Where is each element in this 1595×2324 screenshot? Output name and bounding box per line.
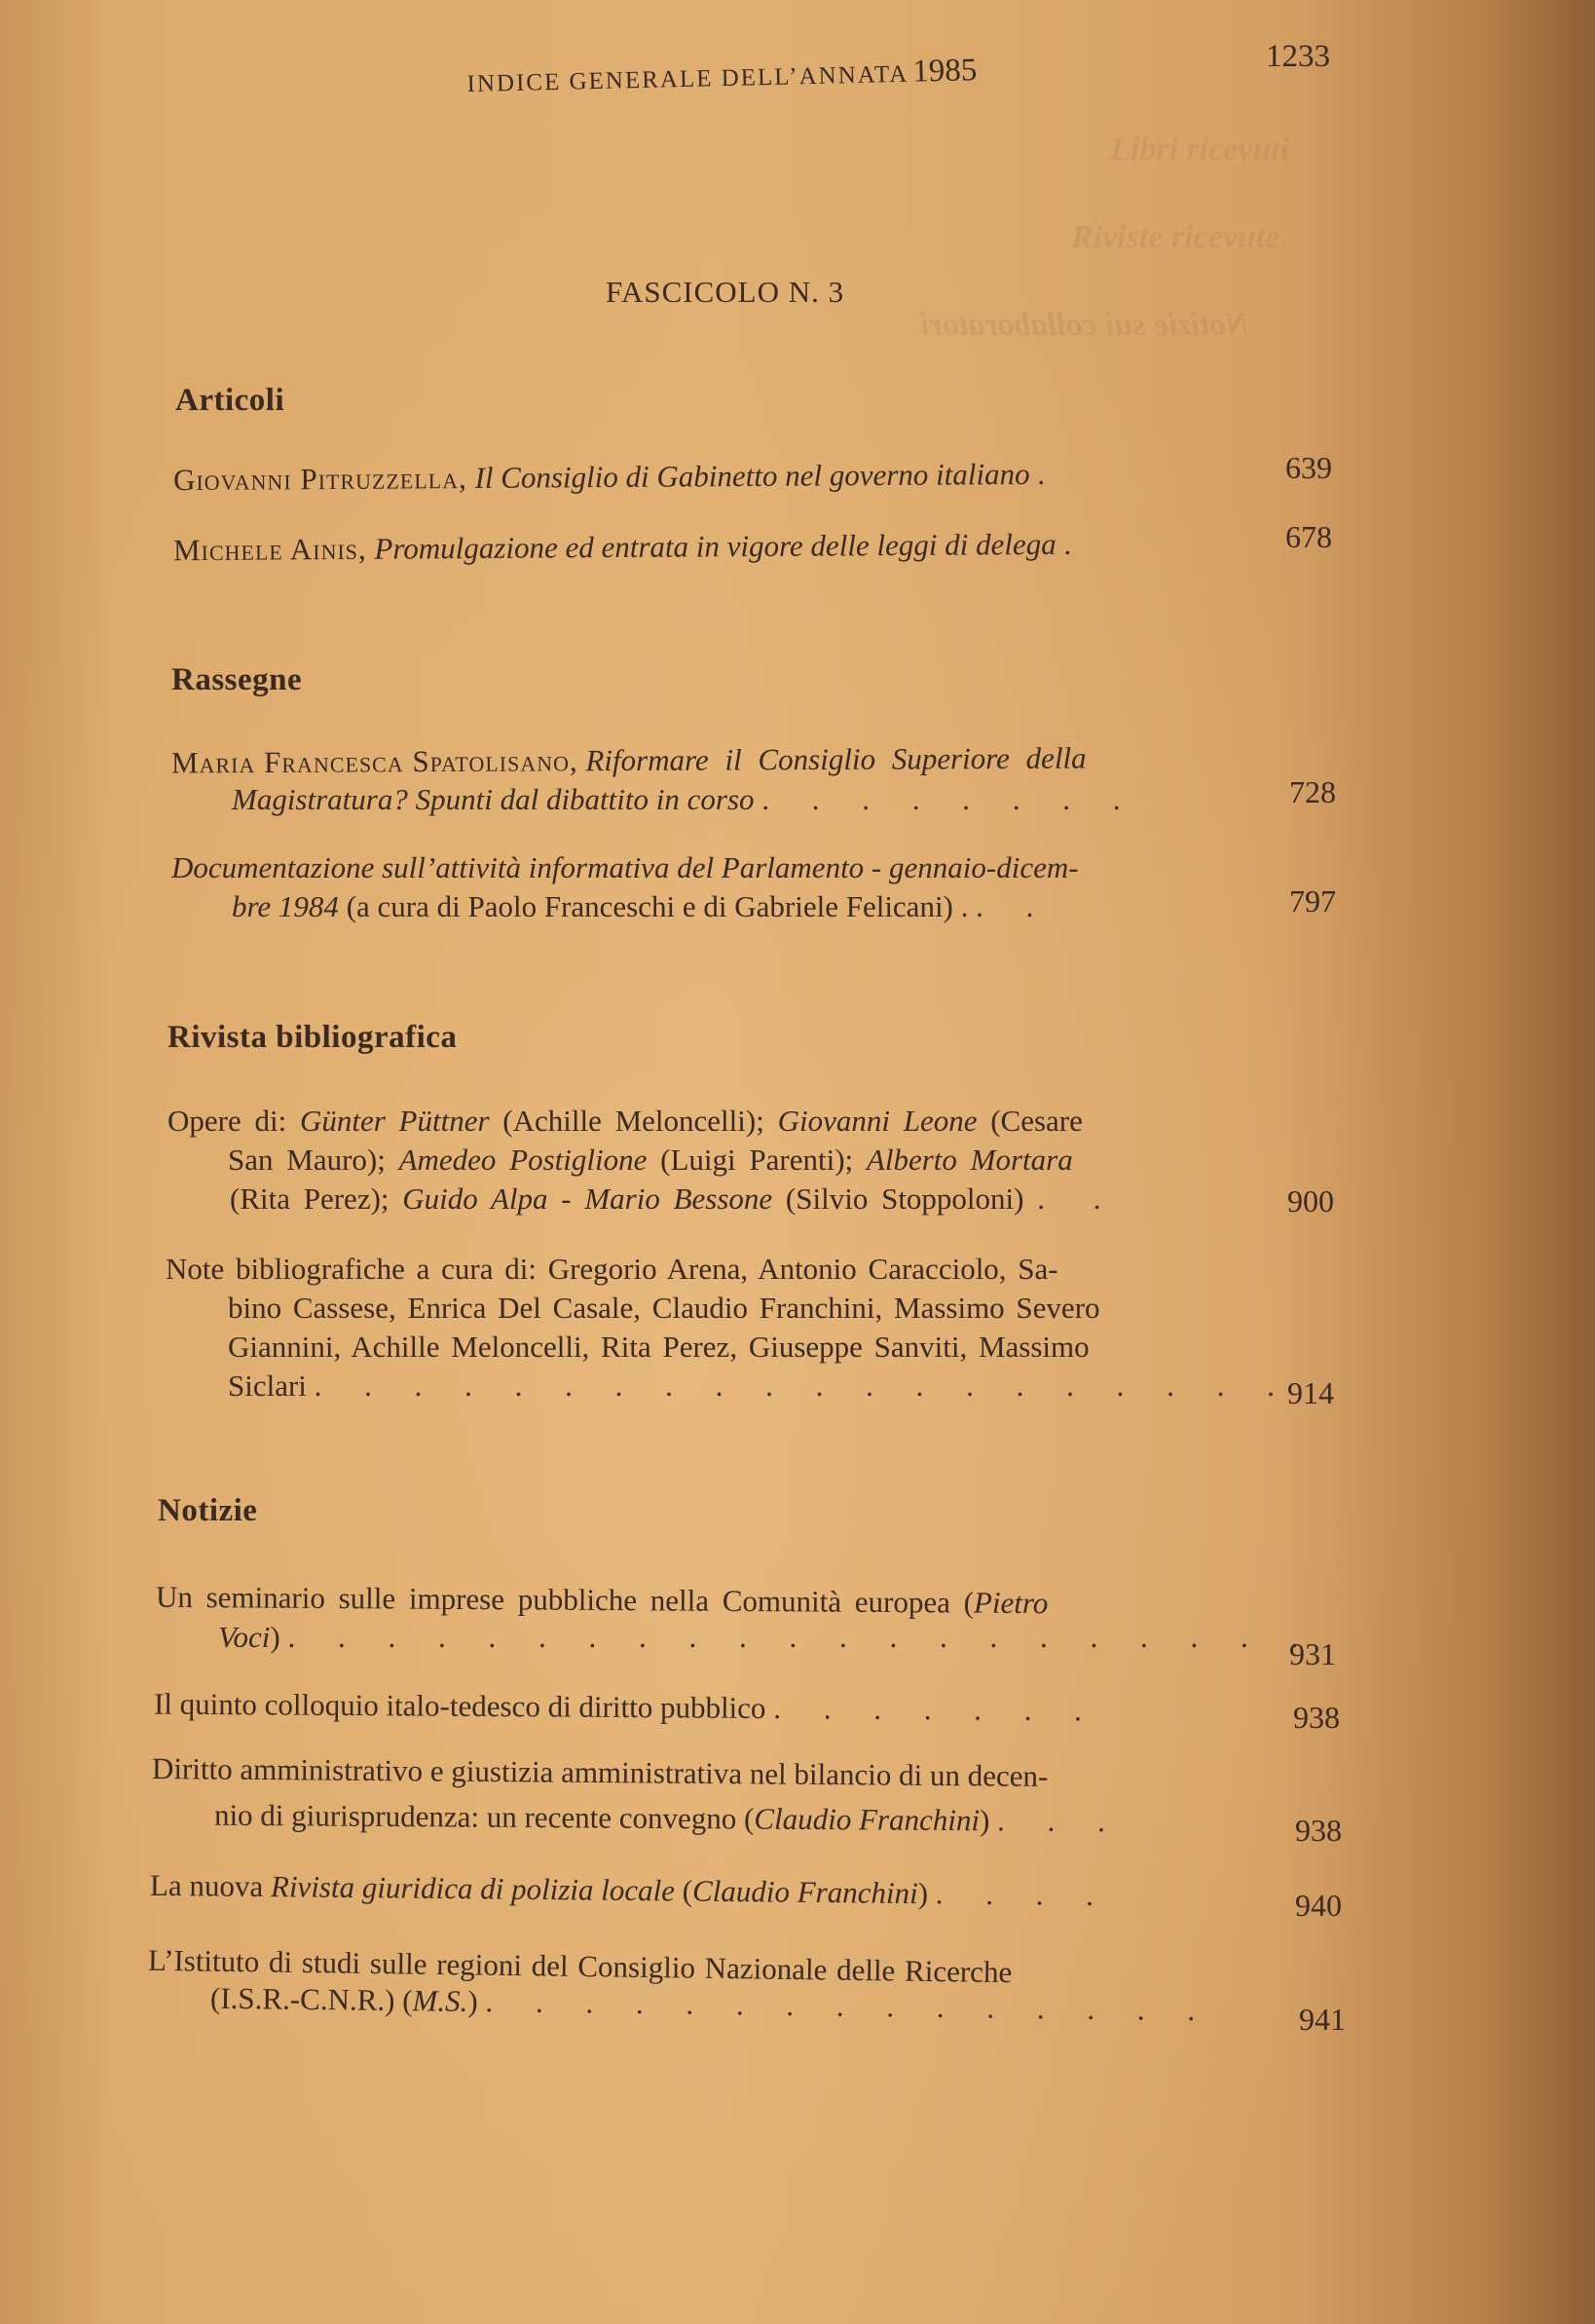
running-header-title: INDICE GENERALE DELL’ANNATA [466,60,909,98]
toc-entry-line [230,1181,1118,1217]
section-heading-rassegne: Rassegne [171,662,303,697]
toc-entry-line [218,1620,1316,1655]
entry-reviewer: (Achille Meloncelli); [502,1104,764,1138]
entry-title: Promulgazione ed entrata in vigore delle leggi di delega [374,526,1057,566]
entry-author: Günter Püttner [299,1104,490,1138]
show-through-line-3: Notizie sui collaboratori [920,307,1250,343]
leader-dots: . [1063,526,1072,561]
entry-page: 938 [1295,1813,1342,1848]
show-through-line-1: Libri ricevuti [1110,131,1290,168]
entry-page: 678 [1285,519,1332,554]
page-number: 1233 [1266,39,1330,74]
entry-author: Amedeo Postiglione [398,1143,648,1177]
entry-page: 639 [1285,450,1332,485]
issue-title: FASCICOLO N. 3 [606,275,845,309]
section-heading-notizie: Notizie [158,1493,258,1528]
toc-entry-line [228,1143,1073,1178]
entry-author: Maria Francesca Spatolisano, [170,743,578,780]
toc-entry-line [232,889,1051,924]
toc-entry-line [154,1687,1099,1729]
entry-page: 941 [1299,2002,1346,2037]
leader-dots: . . . . . . . . [761,782,1138,816]
entry-author: Alberto Mortara [866,1143,1073,1177]
entry-title: Il Consiglio di Gabinetto nel governo italiano [474,456,1030,495]
entry-punct: ) [467,1983,478,2019]
show-through-line-2: Riviste ricevute [1071,219,1280,255]
toc-entry-line [228,1368,1292,1404]
entry-reviewer: San Mauro); [228,1143,386,1177]
leader-dots: . . . [996,1803,1123,1839]
leader-dots: . . [976,889,1052,923]
entry-author: Giovanni Leone [777,1104,978,1138]
entry-title: Riformare il Consiglio Superiore della [585,740,1087,778]
running-header [466,53,978,100]
entry-page: 938 [1293,1700,1340,1735]
toc-entry [173,527,1071,568]
toc-entry-line: L’Istituto di studi sulle regioni del Consiglio Nazionale delle Ricerche [147,1942,1013,1990]
entry-text: La nuova [149,1867,264,1904]
toc-entry-line: Note bibliografiche a cura di: Gregorio Arena, Antonio Caracciolo, Sa- [166,1252,1058,1286]
entry-page: 931 [1289,1636,1336,1671]
entry-author: Michele Ainis, [172,531,367,568]
leader-dots: . . [1037,1181,1119,1216]
leader-dots: . . . . . . . . . . . . . . . . . . . . . [287,1620,1317,1654]
entry-punct: ) [270,1620,280,1654]
section-heading-articoli: Articoli [175,383,285,418]
leader-dots: . . . . . . . . . . . . . . . [485,1984,1213,2028]
toc-entry-line [171,850,1079,885]
toc-entry-line: Giannini, Achille Meloncelli, Rita Perez, Giuseppe Sanviti, Massimo [228,1330,1090,1364]
leader-dots: . . . . . . . . . . . . . . . . . . . . [314,1368,1292,1403]
entry-author: Voci [218,1620,271,1654]
entry-text: Siclari [228,1368,307,1403]
toc-entry-line [167,1104,1083,1139]
entry-author: Giovanni Pitruzzella, [172,461,467,498]
toc-entry-line [156,1580,1049,1621]
leader-dots: . . . . [935,1876,1112,1913]
section-heading-rivista: Rivista bibliografica [167,1020,458,1055]
toc-entry-line [232,782,1138,817]
toc-entry-line: Diritto amministrativo e giustizia amministrativa nel bilancio di un decen- [151,1750,1049,1794]
entry-title: Un seminario sulle imprese pubbliche nella Comunità europea ( [155,1579,975,1620]
entry-title: nio di giurisprudenza: un recente convegno ( [213,1797,755,1836]
running-header-year: 1985 [911,53,978,90]
entry-prefix: Opere di: [167,1104,287,1138]
entry-title: (I.S.R.-C.N.R.) ( [209,1980,413,2018]
entry-author: M.S. [412,1983,468,2018]
entry-title: Rivista giuridica di polizia locale [270,1869,676,1908]
entry-reviewer: (Rita Perez); [230,1181,389,1216]
entry-author: Pietro [973,1585,1049,1621]
entry-title: bre 1984 [232,889,339,923]
entry-punct: ( [682,1873,693,1908]
entry-reviewer: (Luigi Parenti); [660,1143,854,1177]
toc-entry-line [171,741,1087,781]
leader-dots: . . . . . . . [773,1691,1100,1728]
entry-author: Claudio Franchini [691,1873,918,1911]
entry-author: Guido Alpa - Mario Bessone [402,1181,773,1216]
entry-page: 728 [1289,774,1336,809]
entry-title: Il quinto colloquio italo-tedesco di diritto pubblico [153,1686,766,1725]
toc-entry-line: bino Cassese, Enrica Del Casale, Claudio Franchini, Massimo Severo [228,1291,1100,1325]
entry-punct: ) [979,1803,990,1838]
toc-entry-line [150,1868,1111,1913]
toc-entry-line [210,1981,1213,2029]
toc-entry [173,457,1045,498]
leader-dots: . [1037,456,1046,491]
entry-title: Documentazione sull’attività informativa del Parlamento - gennaio-dicem- [171,850,1079,884]
entry-reviewer: (Cesare [990,1104,1083,1138]
entry-page: 940 [1295,1888,1342,1923]
entry-author: Claudio Franchini [754,1801,981,1838]
entry-page: 900 [1287,1183,1334,1218]
entry-note: (a cura di Paolo Franceschi e di Gabriele Felicani) . [346,889,969,923]
toc-entry-line [214,1798,1123,1840]
entry-page: 797 [1289,883,1336,918]
entry-title: Magistratura? Spunti dal dibattito in corso [232,782,755,816]
entry-punct: ) [917,1876,929,1911]
entry-page: 914 [1287,1375,1334,1410]
entry-reviewer: (Silvio Stoppoloni) [785,1181,1024,1216]
